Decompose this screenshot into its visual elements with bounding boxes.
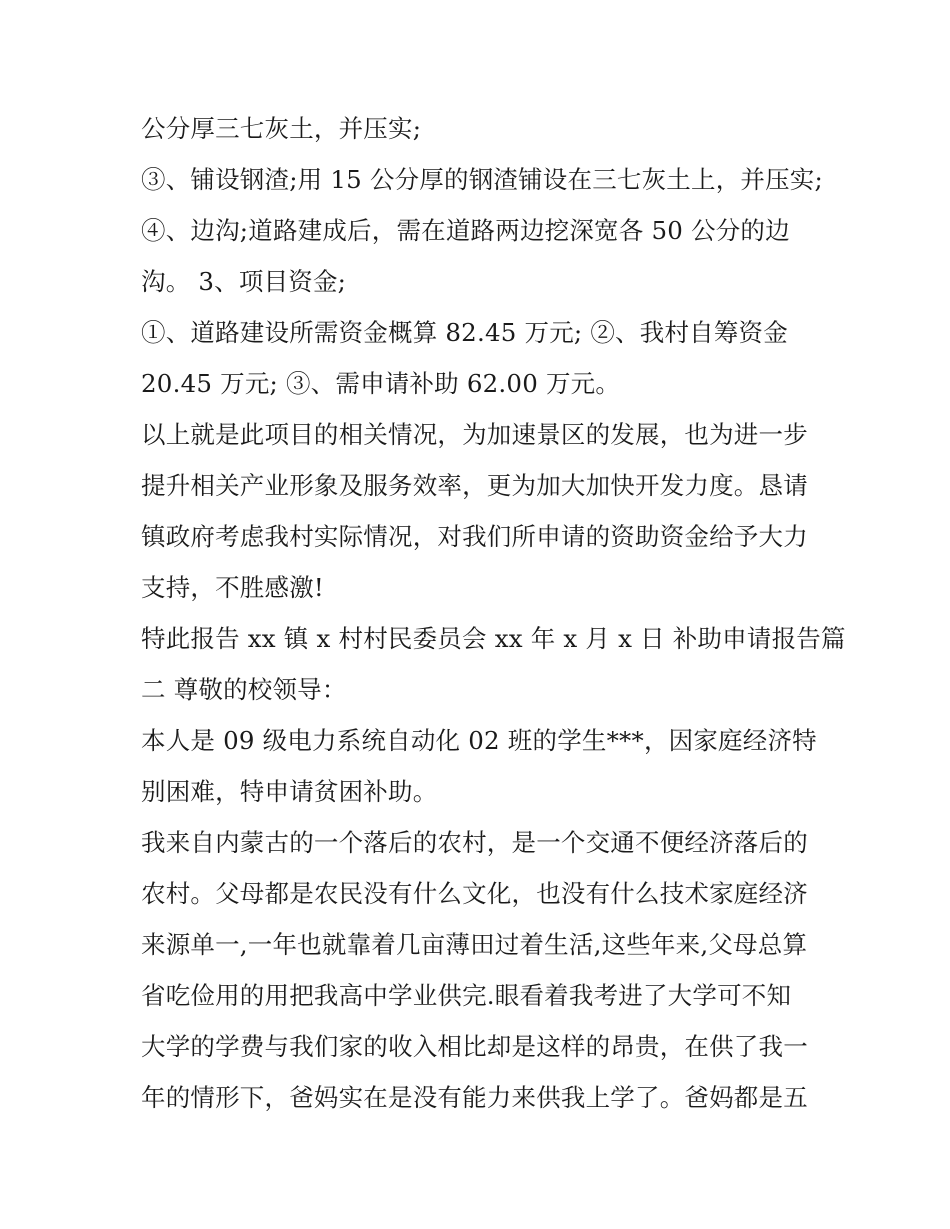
text-line: 大学的学费与我们家的收入相比却是这样的昂贵，在供了我一 bbox=[141, 1032, 808, 1061]
text-line: 特此报告 xx 镇 x 村村民委员会 xx 年 x 月 x 日 补助申请报告篇 bbox=[141, 624, 846, 653]
text-line: 以上就是此项目的相关情况，为加速景区的发展，也为进一步 bbox=[141, 420, 808, 449]
text-line: 提升相关产业形象及服务效率，更为加大加快开发力度。恳请 bbox=[141, 471, 808, 500]
text-line: 二 尊敬的校领导： bbox=[141, 675, 347, 704]
text-line: 镇政府考虑我村实际情况，对我们所申请的资助资金给予大力 bbox=[141, 522, 808, 551]
text-line: ③、铺设钢渣;用 15 公分厚的钢渣铺设在三七灰土上，并压实; bbox=[141, 165, 823, 194]
text-line: 沟。 3、项目资金; bbox=[141, 267, 347, 296]
text-line: 别困难，特申请贫困补助。 bbox=[141, 777, 438, 806]
text-line: 支持，不胜感激! bbox=[141, 573, 324, 602]
text-line: 我来自内蒙古的一个落后的农村，是一个交通不便经济落后的 bbox=[141, 828, 808, 857]
text-line: ④、边沟;道路建成后，需在道路两边挖深宽各 50 公分的边 bbox=[141, 216, 790, 245]
text-line: 本人是 09 级电力系统自动化 02 班的学生***，因家庭经济特 bbox=[141, 726, 817, 755]
text-line: 公分厚三七灰土，并压实; bbox=[141, 114, 422, 143]
text-line: 省吃俭用的用把我高中学业供完.眼看着我考进了大学可不知 bbox=[141, 981, 792, 1010]
text-line: 20.45 万元; ③、需申请补助 62.00 万元。 bbox=[141, 369, 621, 398]
text-line: 来源单一,一年也就靠着几亩薄田过着生活,这些年来,父母总算 bbox=[141, 930, 808, 959]
text-line: ①、道路建设所需资金概算 82.45 万元; ②、我村自筹资金 bbox=[141, 318, 788, 347]
text-line: 年的情形下，爸妈实在是没有能力来供我上学了。爸妈都是五 bbox=[141, 1083, 808, 1112]
text-line: 农村。父母都是农民没有什么文化，也没有什么技术家庭经济 bbox=[141, 879, 808, 908]
